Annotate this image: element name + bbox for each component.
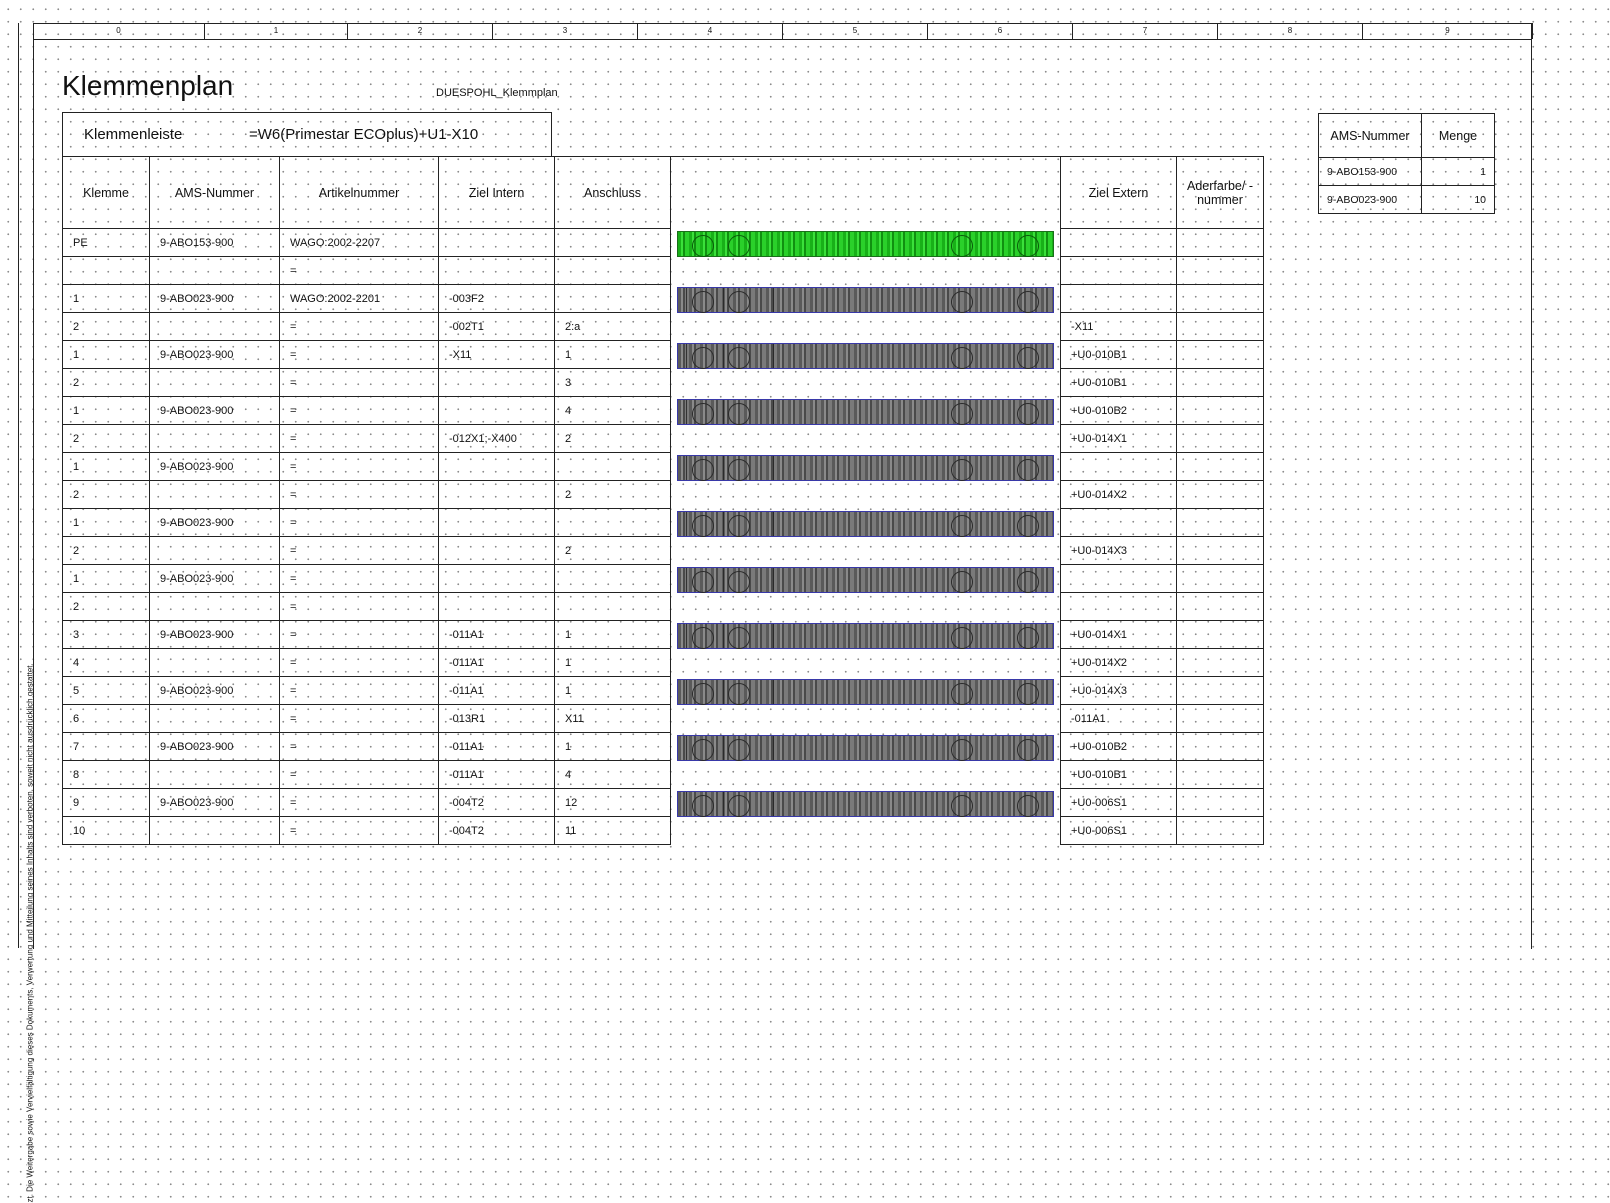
cell-aderfarbe bbox=[1177, 817, 1264, 845]
terminal-clamp-shape bbox=[692, 291, 714, 313]
cell-artikelnummer: = bbox=[280, 817, 439, 845]
ruler-cell: 1 bbox=[205, 23, 348, 39]
cell-ziel-extern: +U0-010B1 bbox=[1061, 341, 1177, 369]
cell-terminal-graphic bbox=[671, 453, 1061, 481]
side-note: zt. Die Weitergabe sowie Vervielfältigung dieses Dokuments, Verwertung und Mitteilung seines Inhalts sind verboten, soweit nicht ausdrücklich gestattet. bbox=[25, 663, 35, 1203]
terminal-clamp-shape bbox=[692, 459, 714, 481]
cell-ziel-extern: +U0-010B2 bbox=[1061, 397, 1177, 425]
cell-terminal-graphic bbox=[671, 789, 1061, 817]
terminal-graphic bbox=[677, 791, 1054, 817]
cell-aderfarbe bbox=[1177, 621, 1264, 649]
table-row bbox=[63, 565, 1264, 593]
cell-artikelnummer: = bbox=[280, 761, 439, 789]
terminal-clamp-shape bbox=[728, 627, 750, 649]
cell-artikelnummer: = bbox=[280, 341, 439, 369]
cell-ziel-extern: +U0-014X3 bbox=[1061, 537, 1177, 565]
col-anschluss: Anschluss bbox=[555, 157, 671, 229]
cell-artikelnummer: = bbox=[280, 369, 439, 397]
summary-row bbox=[1319, 186, 1495, 214]
summary-cell-ams: 9-ABO023-900 bbox=[1319, 186, 1422, 214]
terminal-clamp-shape bbox=[1017, 235, 1039, 257]
table-row bbox=[63, 537, 1264, 565]
ruler-cell: 7 bbox=[1073, 23, 1218, 39]
cell-terminal-graphic bbox=[671, 705, 1061, 733]
table-row bbox=[63, 817, 1264, 845]
terminal-graphic bbox=[677, 567, 1054, 593]
cell-ams-nummer: 9-ABO023-900 bbox=[150, 677, 280, 705]
cell-terminal-graphic bbox=[671, 257, 1061, 285]
cell-ams-nummer: 9-ABO023-900 bbox=[150, 453, 280, 481]
klemmenleiste-value: =W6(Primestar ECOplus)+U1-X10 bbox=[249, 126, 479, 143]
cell-klemme: 10 bbox=[63, 817, 150, 845]
cell-aderfarbe bbox=[1177, 425, 1264, 453]
ruler-cell: 5 bbox=[783, 23, 928, 39]
pe-terminal-graphic bbox=[677, 231, 1054, 257]
terminal-clamp-shape bbox=[728, 459, 750, 481]
ruler-cell: 2 bbox=[348, 23, 493, 39]
left-margin-bar bbox=[18, 23, 35, 1203]
cell-terminal-graphic bbox=[671, 593, 1061, 621]
terminal-graphic bbox=[677, 343, 1054, 369]
cell-aderfarbe bbox=[1177, 537, 1264, 565]
table-row bbox=[63, 229, 1264, 257]
cell-anschluss bbox=[555, 285, 671, 313]
terminal-graphic bbox=[677, 399, 1054, 425]
table-row bbox=[63, 677, 1264, 705]
table-row bbox=[63, 285, 1264, 313]
cell-ams-nummer bbox=[150, 593, 280, 621]
cell-terminal-graphic bbox=[671, 397, 1061, 425]
summary-table bbox=[1318, 113, 1495, 214]
cell-ams-nummer: 9-ABO023-900 bbox=[150, 621, 280, 649]
terminal-clamp-shape bbox=[1017, 683, 1039, 705]
cell-artikelnummer: WAGO:2002-2201 bbox=[280, 285, 439, 313]
cell-artikelnummer: = bbox=[280, 481, 439, 509]
cell-ziel-intern: -011A1 bbox=[439, 733, 555, 761]
terminal-graphic bbox=[677, 287, 1054, 313]
cell-ziel-extern: +U0-010B1 bbox=[1061, 369, 1177, 397]
cell-klemme: 8 bbox=[63, 761, 150, 789]
terminal-clamp-shape bbox=[728, 403, 750, 425]
cell-ziel-extern bbox=[1061, 285, 1177, 313]
terminal-clamp-shape bbox=[951, 627, 973, 649]
terminal-clamp-shape bbox=[692, 235, 714, 257]
cell-anschluss: 1 bbox=[555, 341, 671, 369]
terminal-clamp-shape bbox=[1017, 403, 1039, 425]
cell-anschluss bbox=[555, 593, 671, 621]
summary-cell-menge: 10 bbox=[1422, 186, 1495, 214]
cell-ziel-intern: -004T2 bbox=[439, 817, 555, 845]
cell-aderfarbe bbox=[1177, 705, 1264, 733]
cell-anschluss: 2 bbox=[555, 481, 671, 509]
table-row bbox=[63, 509, 1264, 537]
terminal-clamp-shape bbox=[1017, 795, 1039, 817]
cell-anschluss: 4 bbox=[555, 397, 671, 425]
cell-ziel-extern: +U0-006S1 bbox=[1061, 789, 1177, 817]
cell-ams-nummer: 9-ABO023-900 bbox=[150, 565, 280, 593]
cell-terminal-graphic bbox=[671, 565, 1061, 593]
page-title: Klemmenplan bbox=[62, 70, 234, 101]
cell-ams-nummer bbox=[150, 369, 280, 397]
cell-ziel-extern: +U0-010B1 bbox=[1061, 761, 1177, 789]
table-row bbox=[63, 341, 1264, 369]
cell-aderfarbe bbox=[1177, 285, 1264, 313]
terminal-graphic bbox=[677, 511, 1054, 537]
cell-ziel-extern: +U0-014X2 bbox=[1061, 481, 1177, 509]
terminal-clamp-shape bbox=[728, 795, 750, 817]
summary-cell-menge: 1 bbox=[1422, 158, 1495, 186]
cell-terminal-graphic bbox=[671, 313, 1061, 341]
cell-aderfarbe bbox=[1177, 453, 1264, 481]
cell-ziel-intern: -011A1 bbox=[439, 761, 555, 789]
terminal-clamp-shape bbox=[728, 347, 750, 369]
cell-anschluss: 2 bbox=[555, 425, 671, 453]
cell-aderfarbe bbox=[1177, 733, 1264, 761]
cell-artikelnummer: = bbox=[280, 705, 439, 733]
terminal-clamp-shape bbox=[1017, 291, 1039, 313]
cell-ziel-intern bbox=[439, 537, 555, 565]
terminal-graphic bbox=[677, 623, 1054, 649]
cell-ams-nummer: 9-ABO023-900 bbox=[150, 285, 280, 313]
col-artikelnummer: Artikelnummer bbox=[280, 157, 439, 229]
cell-ziel-intern bbox=[439, 257, 555, 285]
cell-ziel-intern bbox=[439, 593, 555, 621]
cell-anschluss: 1 bbox=[555, 649, 671, 677]
terminal-clamp-shape bbox=[1017, 459, 1039, 481]
cell-terminal-graphic bbox=[671, 509, 1061, 537]
cell-klemme: 6 bbox=[63, 705, 150, 733]
cell-anschluss: 4 bbox=[555, 761, 671, 789]
cell-anschluss: 11 bbox=[555, 817, 671, 845]
terminal-clamp-shape bbox=[728, 683, 750, 705]
cell-ziel-extern: +U0-006S1 bbox=[1061, 817, 1177, 845]
cell-aderfarbe bbox=[1177, 565, 1264, 593]
cell-ziel-extern: +U0-014X3 bbox=[1061, 677, 1177, 705]
cell-anschluss: 2:a bbox=[555, 313, 671, 341]
cell-artikelnummer: = bbox=[280, 257, 439, 285]
cell-ziel-intern: -011A1 bbox=[439, 677, 555, 705]
cell-terminal-graphic bbox=[671, 537, 1061, 565]
cell-artikelnummer: = bbox=[280, 453, 439, 481]
terminal-clamp-shape bbox=[692, 739, 714, 761]
cell-klemme: PE bbox=[63, 229, 150, 257]
cell-artikelnummer: = bbox=[280, 565, 439, 593]
cell-anschluss: X11 bbox=[555, 705, 671, 733]
cell-ziel-intern: -004T2 bbox=[439, 789, 555, 817]
cell-anschluss bbox=[555, 229, 671, 257]
cell-klemme: 7 bbox=[63, 733, 150, 761]
cell-aderfarbe bbox=[1177, 761, 1264, 789]
terminal-table bbox=[62, 156, 1264, 845]
cell-artikelnummer: = bbox=[280, 677, 439, 705]
summary-col-menge: Menge bbox=[1422, 114, 1495, 158]
cell-ams-nummer: 9-ABO023-900 bbox=[150, 789, 280, 817]
table-row bbox=[63, 649, 1264, 677]
cell-anschluss bbox=[555, 257, 671, 285]
cell-aderfarbe bbox=[1177, 481, 1264, 509]
cell-klemme bbox=[63, 257, 150, 285]
col-ams-nummer: AMS-Nummer bbox=[150, 157, 280, 229]
cell-terminal-graphic bbox=[671, 649, 1061, 677]
cell-ziel-intern bbox=[439, 397, 555, 425]
cell-ams-nummer: 9-ABO023-900 bbox=[150, 397, 280, 425]
cell-ziel-extern bbox=[1061, 565, 1177, 593]
cell-klemme: 1 bbox=[63, 565, 150, 593]
cell-ams-nummer bbox=[150, 649, 280, 677]
cell-klemme: 2 bbox=[63, 369, 150, 397]
ruler-cell: 9 bbox=[1363, 23, 1533, 39]
cell-klemme: 2 bbox=[63, 537, 150, 565]
cell-artikelnummer: = bbox=[280, 649, 439, 677]
terminal-clamp-shape bbox=[951, 403, 973, 425]
cell-klemme: 1 bbox=[63, 509, 150, 537]
terminal-clamp-shape bbox=[951, 739, 973, 761]
table-row bbox=[63, 257, 1264, 285]
cell-ziel-extern bbox=[1061, 257, 1177, 285]
cell-ziel-intern: -002T1 bbox=[439, 313, 555, 341]
cell-ziel-intern: -013R1 bbox=[439, 705, 555, 733]
cell-ziel-intern: -011A1 bbox=[439, 621, 555, 649]
col-ziel-extern: Ziel Extern bbox=[1061, 157, 1177, 229]
cell-klemme: 4 bbox=[63, 649, 150, 677]
cell-ziel-intern bbox=[439, 453, 555, 481]
terminal-clamp-shape bbox=[692, 515, 714, 537]
cell-ziel-extern: -011A1 bbox=[1061, 705, 1177, 733]
table-row bbox=[63, 481, 1264, 509]
terminal-graphic bbox=[677, 455, 1054, 481]
terminal-clamp-shape bbox=[951, 683, 973, 705]
cell-artikelnummer: = bbox=[280, 621, 439, 649]
cell-anschluss: 2 bbox=[555, 537, 671, 565]
cell-aderfarbe bbox=[1177, 649, 1264, 677]
terminal-graphic bbox=[677, 735, 1054, 761]
cell-aderfarbe bbox=[1177, 677, 1264, 705]
cell-aderfarbe bbox=[1177, 257, 1264, 285]
terminal-clamp-shape bbox=[951, 291, 973, 313]
cell-anschluss bbox=[555, 509, 671, 537]
cell-klemme: 9 bbox=[63, 789, 150, 817]
cell-ams-nummer: 9-ABO023-900 bbox=[150, 733, 280, 761]
terminal-clamp-shape bbox=[951, 571, 973, 593]
terminal-clamp-shape bbox=[1017, 347, 1039, 369]
cell-ams-nummer bbox=[150, 257, 280, 285]
table-row bbox=[63, 593, 1264, 621]
summary-col-ams: AMS-Nummer bbox=[1319, 114, 1422, 158]
cell-klemme: 1 bbox=[63, 453, 150, 481]
terminal-clamp-shape bbox=[951, 347, 973, 369]
ruler-cell: 4 bbox=[638, 23, 783, 39]
cell-ziel-extern: +U0-010B2 bbox=[1061, 733, 1177, 761]
terminal-clamp-shape bbox=[1017, 739, 1039, 761]
cell-anschluss: 1 bbox=[555, 677, 671, 705]
cell-ziel-intern bbox=[439, 229, 555, 257]
column-ruler bbox=[33, 23, 1531, 40]
table-row bbox=[63, 621, 1264, 649]
table-row bbox=[63, 453, 1264, 481]
cell-klemme: 5 bbox=[63, 677, 150, 705]
cell-ziel-extern: -X11 bbox=[1061, 313, 1177, 341]
cell-ziel-intern bbox=[439, 565, 555, 593]
cell-ams-nummer bbox=[150, 817, 280, 845]
cell-terminal-graphic bbox=[671, 621, 1061, 649]
terminal-clamp-shape bbox=[728, 739, 750, 761]
cell-ams-nummer bbox=[150, 481, 280, 509]
summary-row bbox=[1319, 158, 1495, 186]
terminal-graphic bbox=[677, 679, 1054, 705]
cell-klemme: 2 bbox=[63, 593, 150, 621]
terminal-clamp-shape bbox=[1017, 515, 1039, 537]
cell-anschluss: 1 bbox=[555, 621, 671, 649]
cell-ams-nummer: 9-ABO023-900 bbox=[150, 341, 280, 369]
cell-klemme: 1 bbox=[63, 341, 150, 369]
cell-artikelnummer: = bbox=[280, 733, 439, 761]
terminal-clamp-shape bbox=[728, 235, 750, 257]
terminal-clamp-shape bbox=[1017, 627, 1039, 649]
cell-ziel-extern bbox=[1061, 229, 1177, 257]
cell-ams-nummer bbox=[150, 705, 280, 733]
col-terminal-graphic bbox=[671, 157, 1061, 229]
cell-aderfarbe bbox=[1177, 369, 1264, 397]
ruler-cell: 6 bbox=[928, 23, 1073, 39]
cell-anschluss bbox=[555, 565, 671, 593]
table-row bbox=[63, 369, 1264, 397]
cell-terminal-graphic bbox=[671, 425, 1061, 453]
table-row bbox=[63, 313, 1264, 341]
cell-terminal-graphic bbox=[671, 229, 1061, 257]
ruler-cell: 0 bbox=[33, 23, 205, 39]
cell-artikelnummer: = bbox=[280, 537, 439, 565]
cell-ziel-intern: -012X1;-X400 bbox=[439, 425, 555, 453]
cell-terminal-graphic bbox=[671, 677, 1061, 705]
cell-artikelnummer: WAGO:2002-2207 bbox=[280, 229, 439, 257]
terminal-clamp-shape bbox=[951, 515, 973, 537]
cell-terminal-graphic bbox=[671, 481, 1061, 509]
cell-ams-nummer bbox=[150, 537, 280, 565]
table-row bbox=[63, 761, 1264, 789]
cell-artikelnummer: = bbox=[280, 313, 439, 341]
ruler-cell: 8 bbox=[1218, 23, 1363, 39]
terminal-clamp-shape bbox=[951, 235, 973, 257]
cell-ziel-extern bbox=[1061, 453, 1177, 481]
terminal-clamp-shape bbox=[692, 683, 714, 705]
cell-ams-nummer bbox=[150, 313, 280, 341]
cell-klemme: 2 bbox=[63, 425, 150, 453]
summary-header-row bbox=[1319, 114, 1495, 158]
cell-ams-nummer: 9-ABO153-900 bbox=[150, 229, 280, 257]
cell-ziel-intern: -011A1 bbox=[439, 649, 555, 677]
table-row bbox=[63, 733, 1264, 761]
cell-ziel-intern bbox=[439, 481, 555, 509]
cell-ziel-extern: +U0-014X2 bbox=[1061, 649, 1177, 677]
terminal-clamp-shape bbox=[951, 459, 973, 481]
cell-klemme: 2 bbox=[63, 481, 150, 509]
cell-klemme: 1 bbox=[63, 285, 150, 313]
cell-terminal-graphic bbox=[671, 733, 1061, 761]
cell-anschluss: 3 bbox=[555, 369, 671, 397]
terminal-clamp-shape bbox=[728, 571, 750, 593]
terminal-clamp-shape bbox=[1017, 571, 1039, 593]
terminal-clamp-shape bbox=[692, 795, 714, 817]
cell-artikelnummer: = bbox=[280, 397, 439, 425]
summary-cell-ams: 9-ABO153-900 bbox=[1319, 158, 1422, 186]
col-ziel-intern: Ziel Intern bbox=[439, 157, 555, 229]
terminal-clamp-shape bbox=[728, 291, 750, 313]
cell-ziel-extern bbox=[1061, 593, 1177, 621]
cell-klemme: 3 bbox=[63, 621, 150, 649]
cell-ams-nummer bbox=[150, 425, 280, 453]
cell-aderfarbe bbox=[1177, 341, 1264, 369]
header-row bbox=[63, 157, 1264, 229]
cell-klemme: 2 bbox=[63, 313, 150, 341]
terminal-clamp-shape bbox=[728, 515, 750, 537]
terminal-clamp-shape bbox=[951, 795, 973, 817]
table-row bbox=[63, 705, 1264, 733]
cell-aderfarbe bbox=[1177, 313, 1264, 341]
terminal-clamp-shape bbox=[692, 571, 714, 593]
cell-ziel-intern: -003F2 bbox=[439, 285, 555, 313]
cell-artikelnummer: = bbox=[280, 789, 439, 817]
cell-anschluss: 12 bbox=[555, 789, 671, 817]
cell-ams-nummer bbox=[150, 761, 280, 789]
cell-aderfarbe bbox=[1177, 509, 1264, 537]
terminal-clamp-shape bbox=[692, 627, 714, 649]
col-aderfarbe: Aderfarbe/ -nummer bbox=[1177, 157, 1264, 229]
cell-ziel-extern: +U0-014X1 bbox=[1061, 425, 1177, 453]
cell-klemme: 1 bbox=[63, 397, 150, 425]
table-row bbox=[63, 425, 1264, 453]
cell-aderfarbe bbox=[1177, 397, 1264, 425]
cell-artikelnummer: = bbox=[280, 509, 439, 537]
cell-terminal-graphic bbox=[671, 341, 1061, 369]
cell-terminal-graphic bbox=[671, 285, 1061, 313]
cell-aderfarbe bbox=[1177, 229, 1264, 257]
cell-ziel-intern bbox=[439, 509, 555, 537]
cell-terminal-graphic bbox=[671, 761, 1061, 789]
cell-ams-nummer: 9-ABO023-900 bbox=[150, 509, 280, 537]
cell-anschluss bbox=[555, 453, 671, 481]
col-klemme: Klemme bbox=[63, 157, 150, 229]
cell-artikelnummer: = bbox=[280, 593, 439, 621]
cell-ziel-intern: -X11 bbox=[439, 341, 555, 369]
cell-terminal-graphic bbox=[671, 369, 1061, 397]
terminal-clamp-shape bbox=[692, 403, 714, 425]
terminal-clamp-shape bbox=[692, 347, 714, 369]
cell-artikelnummer: = bbox=[280, 425, 439, 453]
table-row bbox=[63, 397, 1264, 425]
table-row bbox=[63, 789, 1264, 817]
cell-ziel-intern bbox=[439, 369, 555, 397]
cell-aderfarbe bbox=[1177, 789, 1264, 817]
cell-ziel-extern: +U0-014X1 bbox=[1061, 621, 1177, 649]
klemmenleiste-label: Klemmenleiste bbox=[84, 126, 183, 143]
cell-ziel-extern bbox=[1061, 509, 1177, 537]
file-name: DUESPOHL_Klemmplan bbox=[436, 87, 558, 99]
cell-aderfarbe bbox=[1177, 593, 1264, 621]
cell-anschluss: 1 bbox=[555, 733, 671, 761]
ruler-cell: 3 bbox=[493, 23, 638, 39]
cell-terminal-graphic bbox=[671, 817, 1061, 845]
